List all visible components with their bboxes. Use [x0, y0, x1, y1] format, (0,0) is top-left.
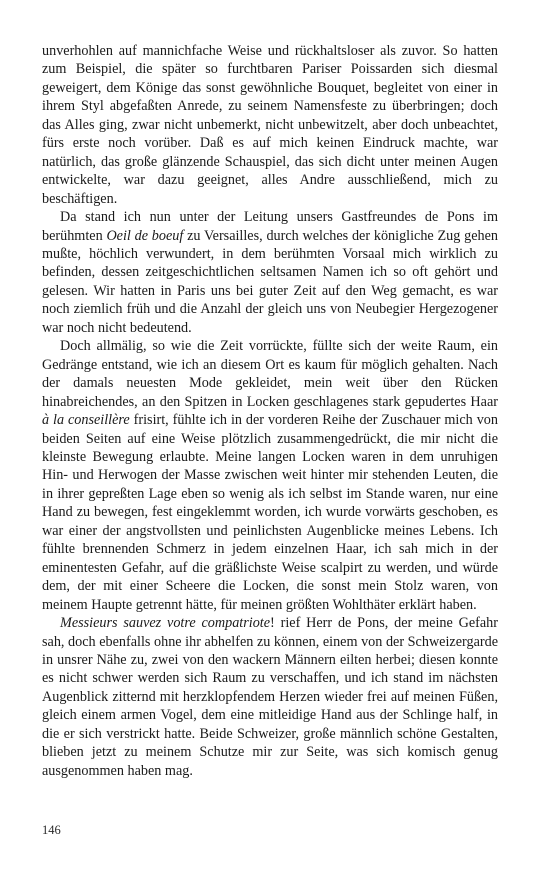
paragraph-text: Da stand ich nun unter der Leitung unsers Gastfreundes de Pons im berühmten: [42, 209, 498, 244]
paragraph-2: [42, 208, 498, 337]
paragraph-text: Doch allmälig, so wie die Zeit vorrückte, füllte sich der weite Raum, ein Gedränge entstand, wie ich an diesem Ort es kaum für möglich gehalten. Nach der damals neuesten Mode gekleidet, mein weit über den Rücken hinabreichendes, an den Spitzen in Locken geschlagenes stark gepudertes Haar: [42, 338, 498, 410]
italic-term: Oeil de boeuf: [106, 227, 184, 244]
paragraph-4: [42, 614, 498, 780]
paragraph-text: zu Versailles, durch welches der königliche Zug gehen mußte, höchlich verwundert, in dem berühmten Vorsaal mich wirklich zu befinden, dessen zeitgeschichtlichen seltsamen Namen ich so oft gehört und gelesen. Wir hatten in Paris uns bei guter Zeit auf den Weg gemacht, es war noch ziemlich früh und die Anzahl der gleich uns von Neubegier Hergezogener war noch nicht bedeutend.: [42, 227, 498, 336]
paragraph-3: [42, 337, 498, 614]
paragraph-1: [42, 42, 498, 208]
page-body: [42, 42, 498, 780]
italic-quote: Messieurs sauvez votre compatriote: [60, 615, 271, 632]
italic-term: à la conseillère: [42, 412, 130, 429]
page-number: 146: [42, 823, 61, 837]
paragraph-text: unverhohlen auf mannichfache Weise und rückhaltsloser als zuvor. So hatten zum Beispiel, die später so furchtbaren Pariser Poissarden sich diesmal geweigert, dem Könige das sonst gewöhnliche Bouquet, begleitet von einer in ihrem Styl abgefaßten Anrede, zu seinem Namensfeste zu überbringen; doch das Alles ging, zwar nicht unbemerkt, nicht unbewitzelt, aber doch unbeachtet, fürs erste noch vorüber. Daß es auf mich keinen Eindruck machte, war natürlich, das große glänzende Schauspiel, das sich dicht unter meinen Augen entwickelte, war dazu geeignet, alles Andre ausschließend, mich zu beschäftigen.: [42, 43, 498, 207]
paragraph-text: ! rief Herr de Pons, der meine Gefahr sah, doch ebenfalls ohne ihr abhelfen zu können, einem von der Schweizergarde in unsrer Nähe zu, zwei von den wackern Männern eilten herbei; diesen konnte es nicht schwer werden sich Raum zu verschaffen, und ich stand im nächsten Augenblick zitternd mit herzklopfendem Herzen wieder frei auf meinen Füßen, gleich einem armen Vogel, dem eine mitleidige Hand aus der Schlinge half, in die er sich verstrickt hatte. Beide Schweizer, große männlich schöne Gestalten, blieben jetzt zu meinem Schutze mir zur Seite, was sich komisch genug ausgenommen haben mag.: [42, 615, 498, 779]
paragraph-text: frisirt, fühlte ich in der vorderen Reihe der Zuschauer mich von beiden Seiten auf eine Weise plötzlich zusammengedrückt, die mir nicht die kleinste Bewegung erlaubte. Meine langen Locken waren in dem unruhigen Hin- und Herwogen der Masse zwischen weit hinter mir stehenden Leuten, die in ihrer gepreßten Lage eben so wenig als ich selbst im Stande waren, nur eine Hand zu bewegen, fest eingeklemmt worden, ich wurde vorwärts geschoben, es war einer der angstvollsten und peinlichsten Augenblicke meines Lebens. Ich fühlte brennenden Schmerz in jedem einzelnen Haar, ich sah mich in der eminentesten Gefahr, auf die gräßlichste Weise scalpirt zu werden, und würde dem, der mit einer Scheere die Locken, die sonst mein Stolz waren, von meinem Haupte getrennt hätte, für meinen größten Wohlthäter erklärt haben.: [42, 412, 498, 613]
